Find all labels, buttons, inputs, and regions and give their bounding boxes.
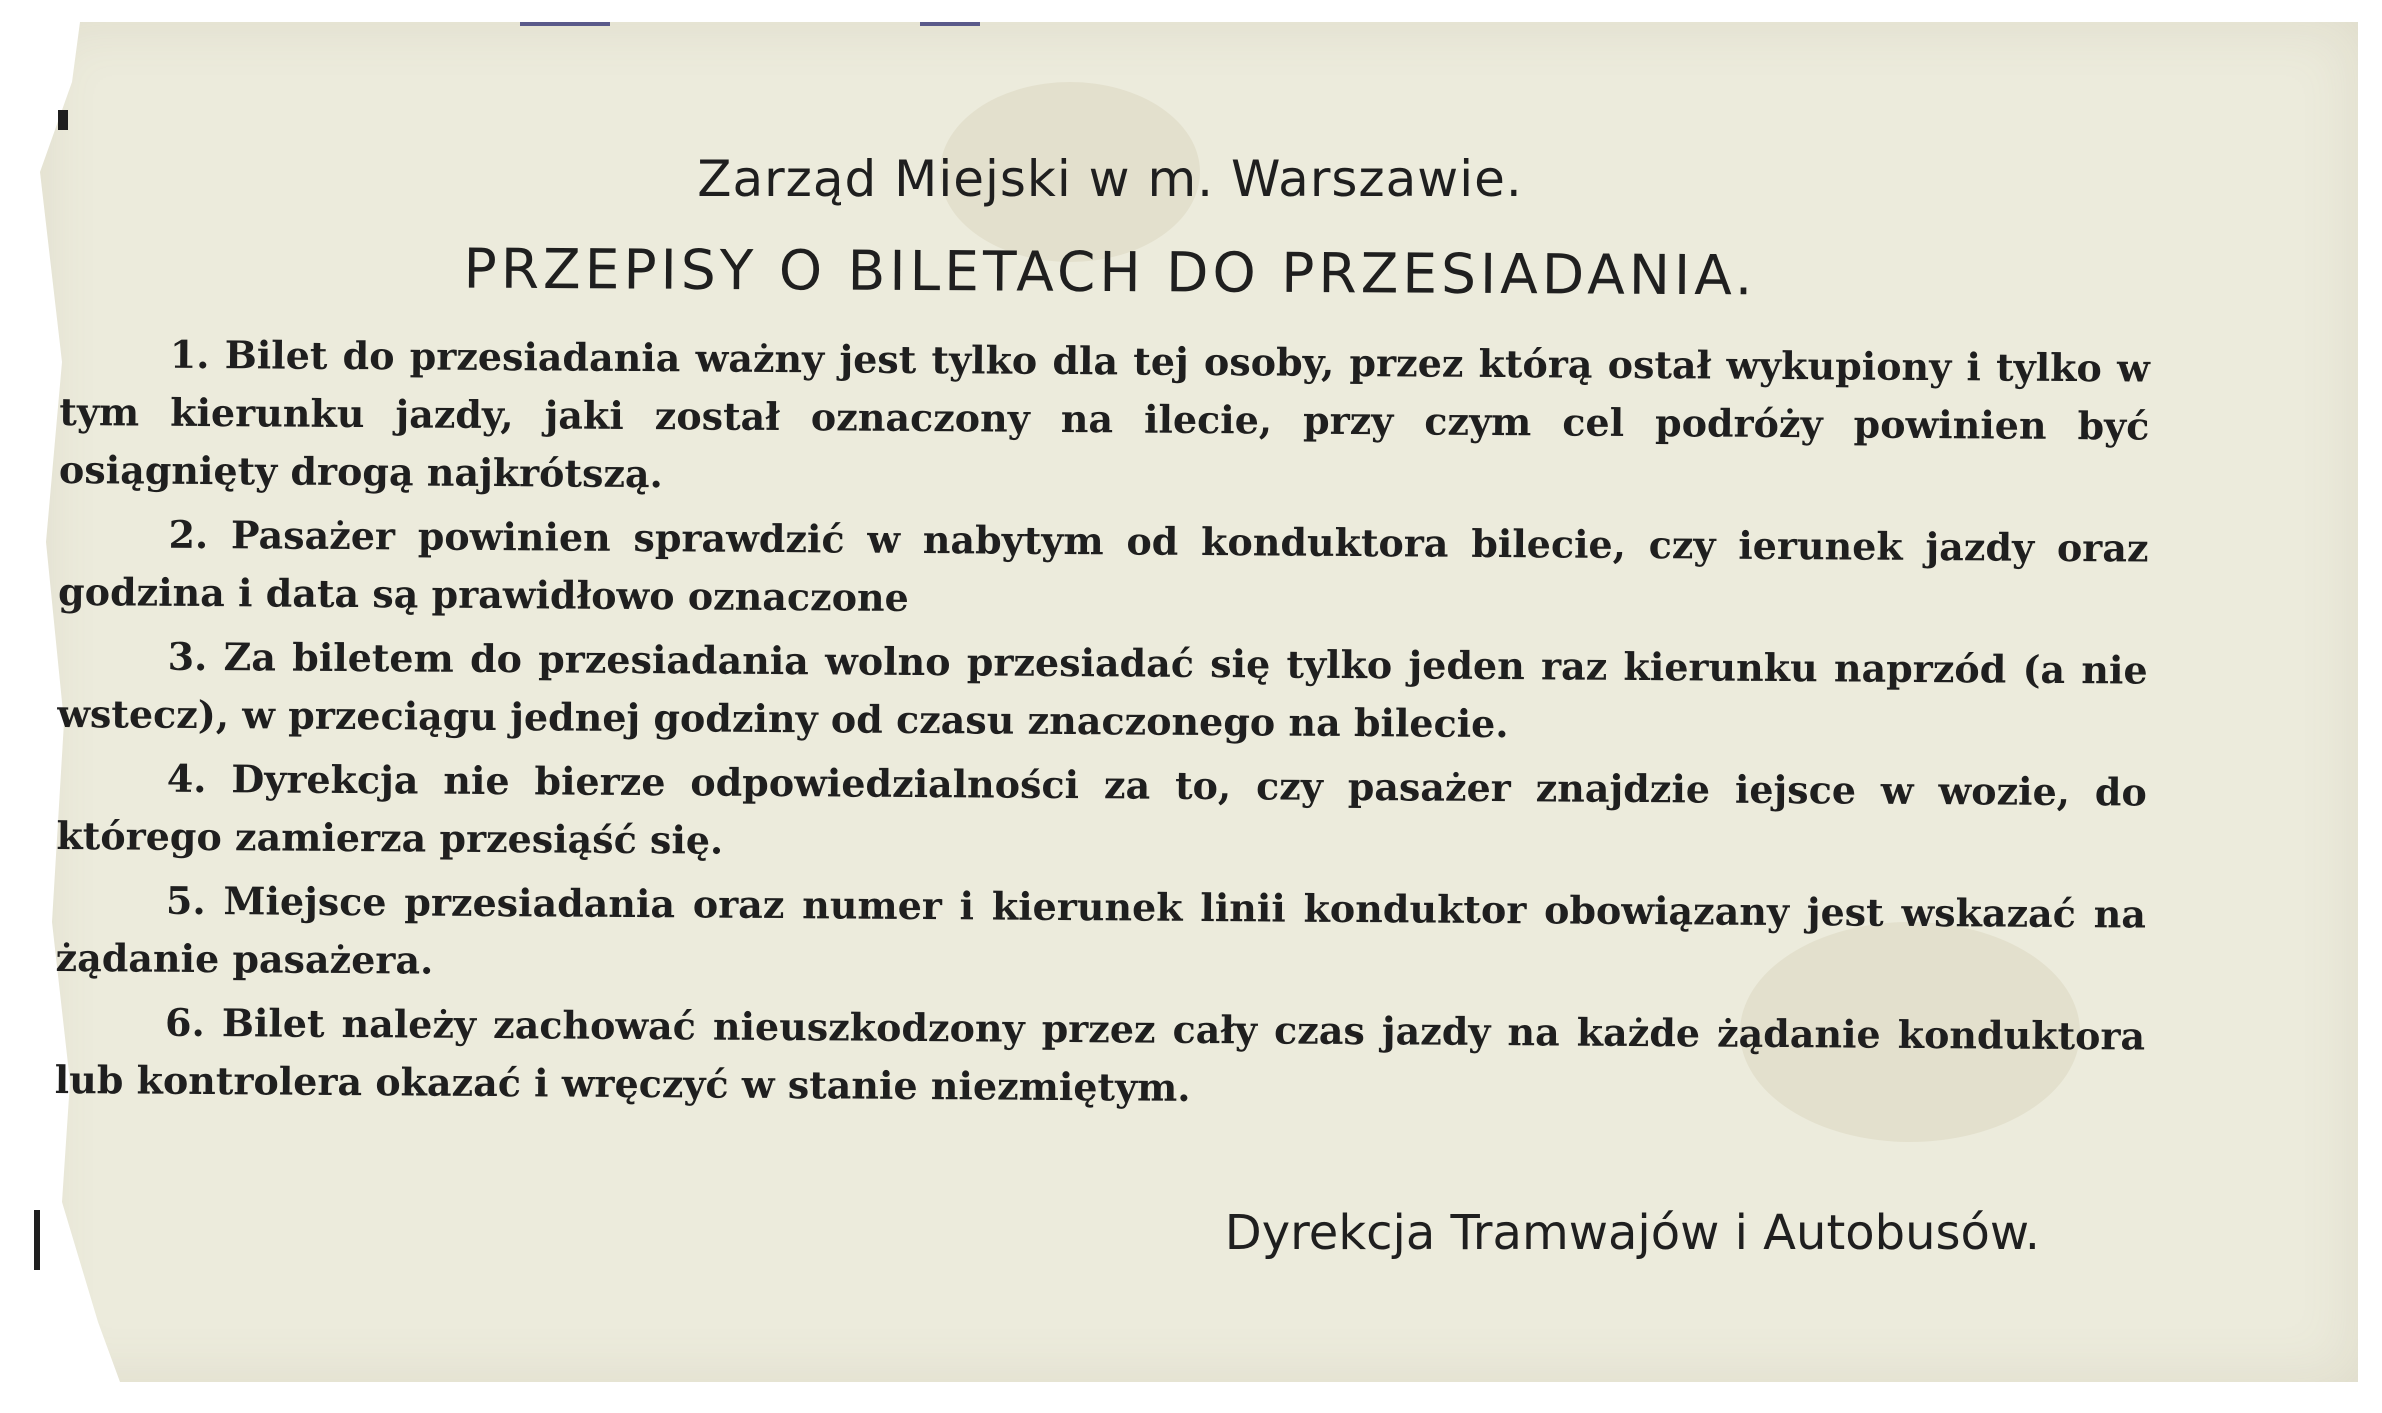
- edge-ink-mark: [34, 1210, 40, 1270]
- rule-item: 3. Za biletem do przesiadania wolno przesiadać się tylko jeden raz kierunku naprzód (a nie wstecz), w przeciągu jednej godziny od czasu znaczonego na bilecie.: [57, 633, 2148, 747]
- edge-ink-mark: [58, 110, 68, 130]
- signature-line: Dyrekcja Tramwajów i Autobusów.: [1224, 1205, 2040, 1261]
- top-edge-mark: [520, 22, 610, 26]
- rules-list: [54, 325, 2149, 1130]
- rule-item: 4. Dyrekcja nie bierze odpowiedzialności za to, czy pasażer znajdzie iejsce w wozie, do którego zamierza przesiąść się.: [56, 755, 2147, 863]
- rule-item: 6. Bilet należy zachować nieuszkodzony przez cały czas jazdy na każde żądanie konduktora lub kontrolera okazać i wręczyć w stanie niezmiętym.: [54, 999, 2146, 1110]
- rule-item: 2. Pasażer powinien sprawdzić w nabytym od konduktora bilecie, czy ierunek jazdy oraz godzina i data są prawidłowo oznaczone: [57, 511, 2149, 620]
- top-edge-mark: [920, 22, 980, 26]
- rule-item: 1. Bilet do przesiadania ważny jest tylko dla tej osoby, przez którą ostał wykupiony i tylko w tym kierunku jazdy, jaki został oznaczony na ilecie, przy czym cel podróży powinien być osiągnięty drogą najkrótszą.: [58, 331, 2150, 497]
- issuer-title: Zarząd Miejski w m. Warszawie.: [697, 150, 1523, 208]
- rule-item: 5. Miejsce przesiadania oraz numer i kierunek linii konduktor obowiązany jest wskazać na żądanie pasażera.: [55, 877, 2147, 983]
- regulations-heading: PRZEPISY O BILETACH DO PRZESIADANIA.: [463, 236, 1757, 308]
